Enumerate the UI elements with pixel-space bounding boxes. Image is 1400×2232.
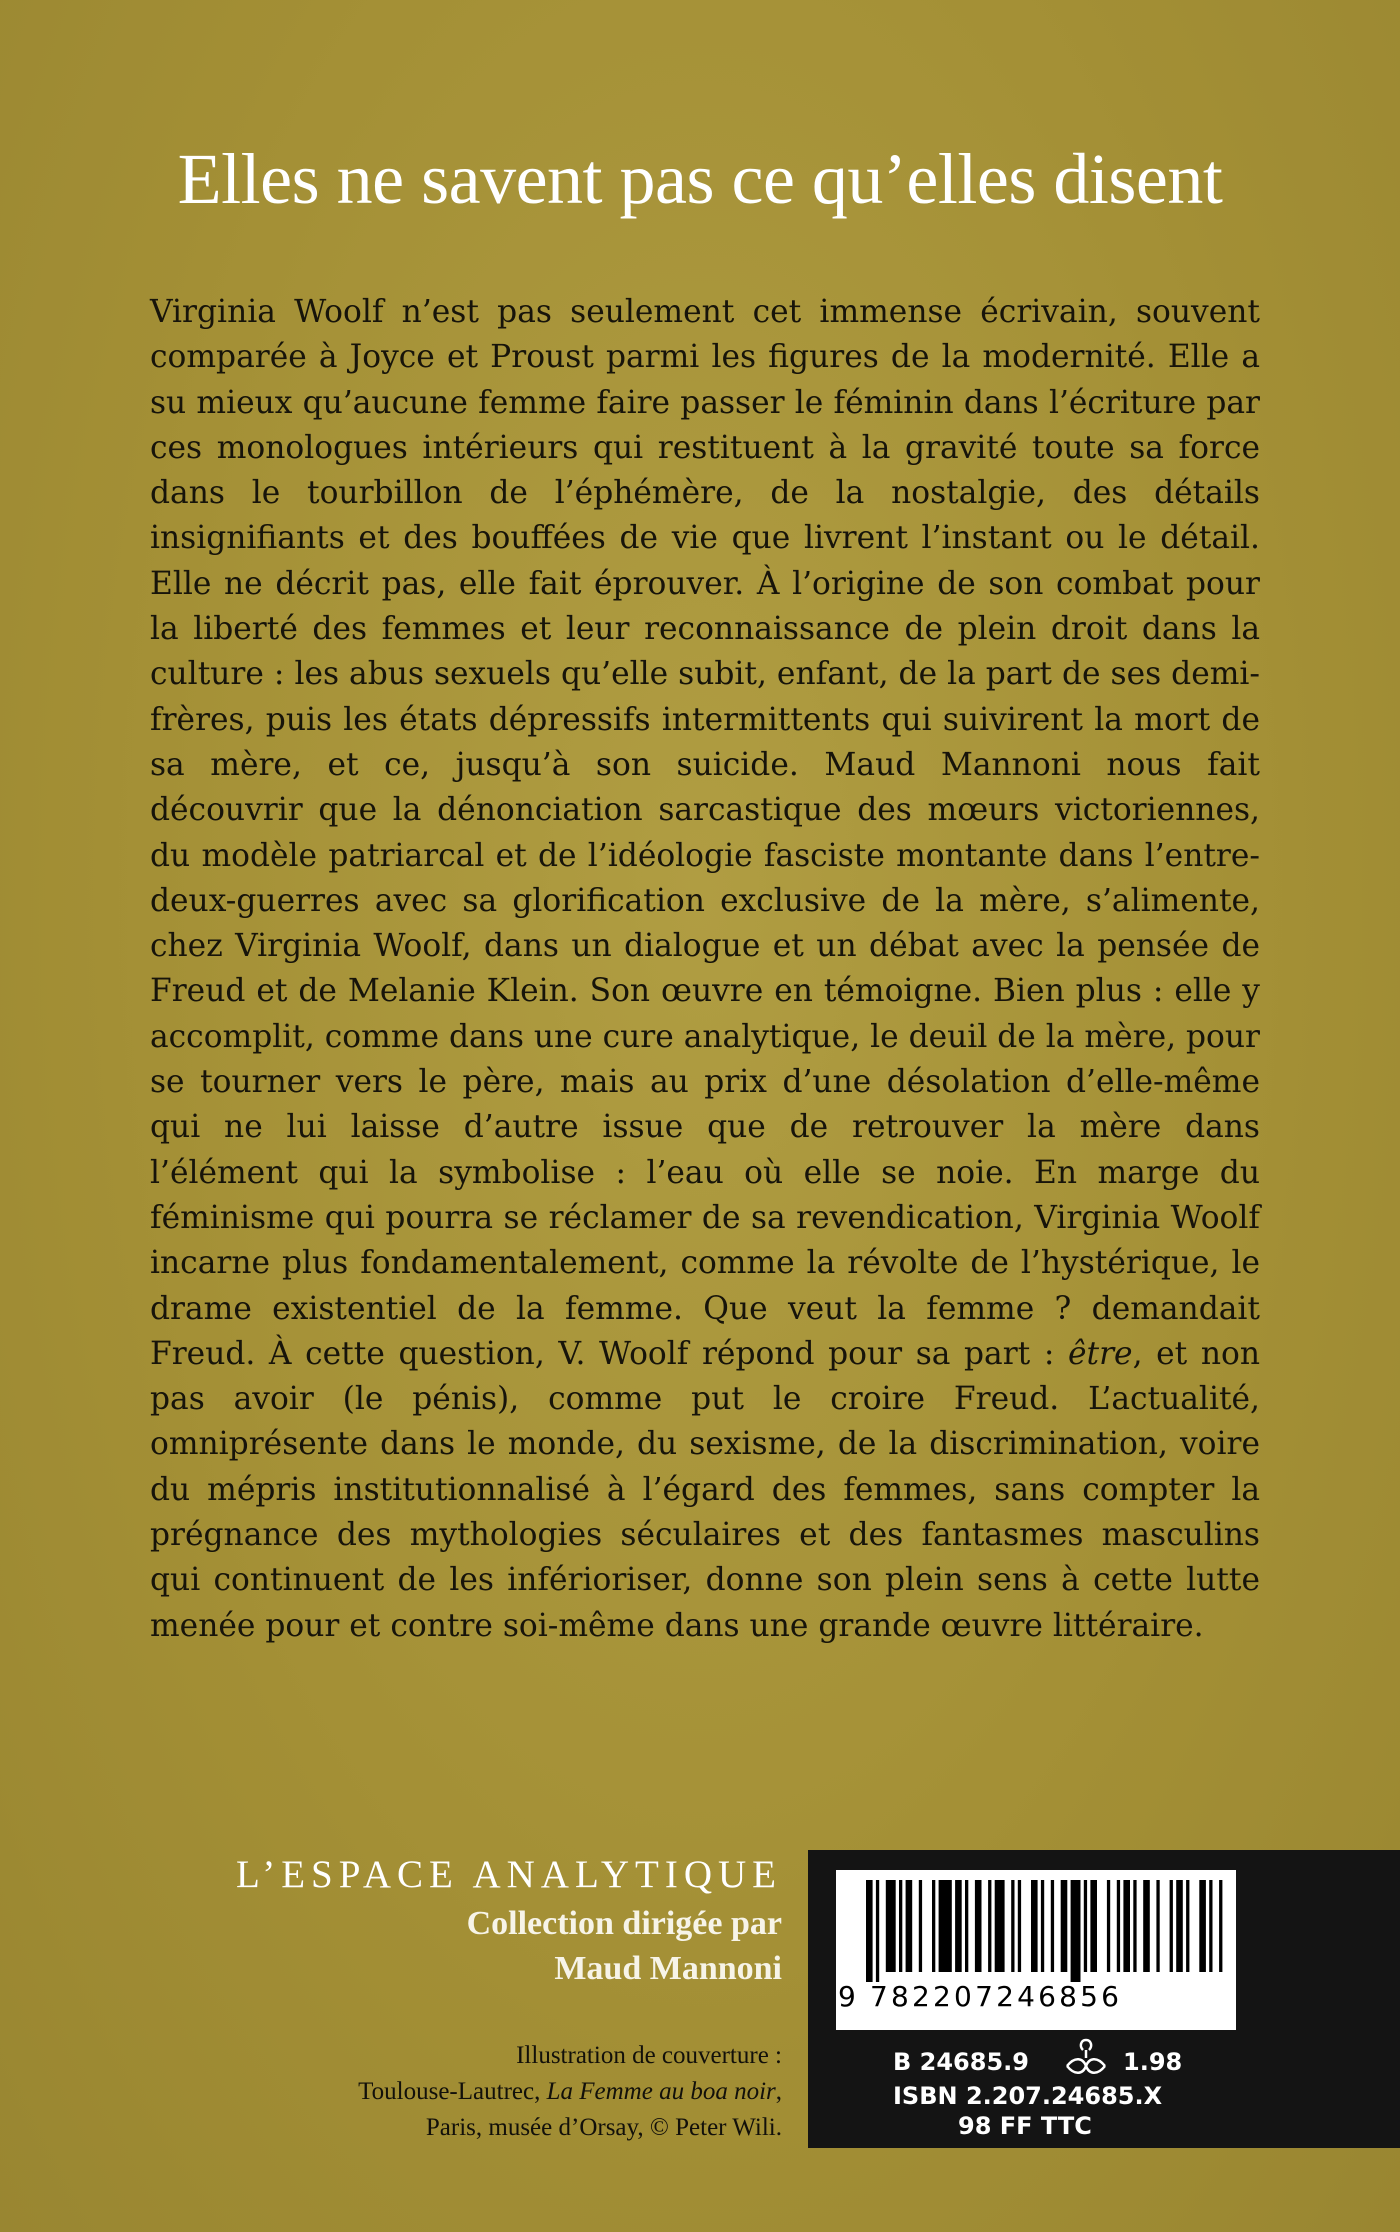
barcode-bar bbox=[1186, 1880, 1189, 1972]
product-code: B 24685.9 bbox=[893, 2048, 1029, 2076]
barcode-bar bbox=[886, 1880, 896, 1972]
barcode-bar bbox=[1117, 1880, 1120, 1972]
isbn: ISBN 2.207.24685.X bbox=[893, 2082, 1163, 2110]
barcode-bar bbox=[866, 1880, 873, 1982]
blurb-text-part1: Virginia Woolf n’est pas seulement cet immense écrivain, souvent comparée à Joyce et Proust parmi les figures de la modernité. Elle a su mieux qu’aucune femme faire passer le féminin dans l’écriture par ces monologues intérieurs qui restituent à la gravité toute sa force dans le tourbillon de l’éphémère, de la nostalgie, des détails insignifiants et des bouffées de vie que livrent l’instant ou le détail. Elle ne décrit pas, elle fait éprouver. À l’origine de son combat pour la liberté des femmes et leur reconnaissance de plein droit dans la culture : les abus sexuels qu’elle subit, enfant, de la part de ses demi-frères, puis les états dépressifs intermittents qui suivirent la mort de sa mère, et ce, jusqu’à son suicide. Maud Mannoni nous fait découvrir que la dénonciation sarcastique des mœurs victoriennes, du modèle patriarcal et de l’idéologie fasciste montante dans l’entre-deux-guerres avec sa glorification exclusive de la mère, s’alimente, chez Virginia Woolf, dans un dialogue et un débat avec la pensée de Freud et de Melanie Klein. Son œuvre en témoigne. Bien plus : elle y accomplit, comme dans une cure analytique, le deuil de la mère, pour se tourner vers le père, mais au prix d’une désolation d’elle-même qui ne lui laisse d’autre issue que de retrouver la mère dans l’élément qui la symbolise : l’eau où elle se noie. En marge du féminisme qui pourra se réclamer de sa revendication, Virginia Woolf incarne plus fondamentalement, comme la révolte de l’hystérique, le drame existentiel de la femme. Que veut la femme ? demandait Freud. À cette question, V. Woolf répond pour sa part : bbox=[150, 294, 1260, 1372]
credits-artist: Toulouse-Lautrec, bbox=[358, 2078, 547, 2105]
back-cover-blurb bbox=[150, 290, 1260, 1649]
barcode-bar bbox=[1090, 1880, 1097, 1972]
barcode-bars bbox=[836, 1870, 1236, 1982]
barcode-bar bbox=[932, 1880, 935, 1972]
credits-line-2 bbox=[358, 2074, 782, 2110]
barcode-bar bbox=[899, 1880, 902, 1972]
credits-line-1: Illustration de couverture : bbox=[516, 2042, 782, 2069]
barcode-bar bbox=[1133, 1880, 1136, 1972]
barcode-bar bbox=[876, 1880, 879, 1982]
barcode-digits: 782207246856 bbox=[870, 1980, 1123, 2013]
book-title: Elles ne savent pas ce qu’elles disent bbox=[177, 139, 1223, 219]
barcode-bar bbox=[1156, 1880, 1159, 1972]
barcode-bar bbox=[1199, 1880, 1206, 1972]
collection-director-name: Maud Mannoni bbox=[554, 1950, 782, 1987]
barcode-bar bbox=[1041, 1880, 1044, 1972]
barcode-bar bbox=[975, 1880, 982, 1972]
barcode-bar bbox=[1018, 1880, 1021, 1972]
barcode-bar bbox=[1143, 1880, 1150, 1972]
release-date: 1.98 bbox=[1123, 2048, 1183, 2076]
barcode-bar bbox=[955, 1880, 962, 1972]
barcode-bar bbox=[995, 1880, 1005, 1972]
barcode-bar bbox=[1176, 1880, 1183, 1972]
series-name: L’ESPACE ANALYTIQUE bbox=[236, 1853, 782, 1896]
barcode-bar bbox=[1170, 1880, 1173, 1972]
barcode-bar bbox=[1084, 1880, 1087, 1972]
cover-credits bbox=[358, 2038, 782, 2146]
blurb-paragraph bbox=[150, 290, 1260, 1649]
barcode-bar bbox=[1051, 1880, 1054, 1972]
barcode-bar bbox=[1107, 1880, 1110, 1972]
barcode-bar bbox=[939, 1880, 952, 1972]
barcode-first-digit: 9 bbox=[838, 1980, 856, 2013]
collection-director-label: Collection dirigée par bbox=[466, 1905, 782, 1942]
barcode-bar bbox=[988, 1880, 991, 1972]
credits-line-3: Paris, musée d’Orsay, © Peter Wili. bbox=[425, 2114, 782, 2141]
barcode-bar bbox=[1219, 1880, 1222, 1972]
barcode-bar bbox=[965, 1880, 968, 1972]
credits-artwork-title: La Femme au boa noir bbox=[546, 2078, 776, 2105]
barcode-box bbox=[836, 1870, 1236, 2030]
blurb-text-part2: , et non pas avoir (le pénis), comme put le croire Freud. L’actualité, omniprésente dans le monde, du sexisme, de la discrimination, voire du mépris institutionnalisé à l’égard des femmes, sans compter la prégnance des mythologies séculaires et des fantasmes masculins qui continuent de les inférioriser, donne son plein sens à cette lutte menée pour et contre soi-même dans une grande œuvre littéraire. bbox=[150, 1335, 1260, 1644]
barcode-bar bbox=[1123, 1880, 1130, 1972]
barcode-bar bbox=[1071, 1880, 1081, 1982]
price: 98 FF TTC bbox=[958, 2112, 1092, 2140]
barcode-bar bbox=[1209, 1880, 1212, 1972]
barcode-bar bbox=[906, 1880, 913, 1972]
barcode-bar bbox=[1031, 1880, 1038, 1972]
blurb-emphasis: être bbox=[1068, 1335, 1133, 1372]
barcode-panel bbox=[808, 1850, 1400, 2148]
barcode-bar bbox=[1061, 1880, 1068, 1972]
barcode-bar bbox=[919, 1880, 922, 1972]
publisher-logo-icon bbox=[1061, 2036, 1111, 2084]
barcode-bar bbox=[1011, 1880, 1014, 1972]
credits-comma: , bbox=[775, 2078, 782, 2105]
